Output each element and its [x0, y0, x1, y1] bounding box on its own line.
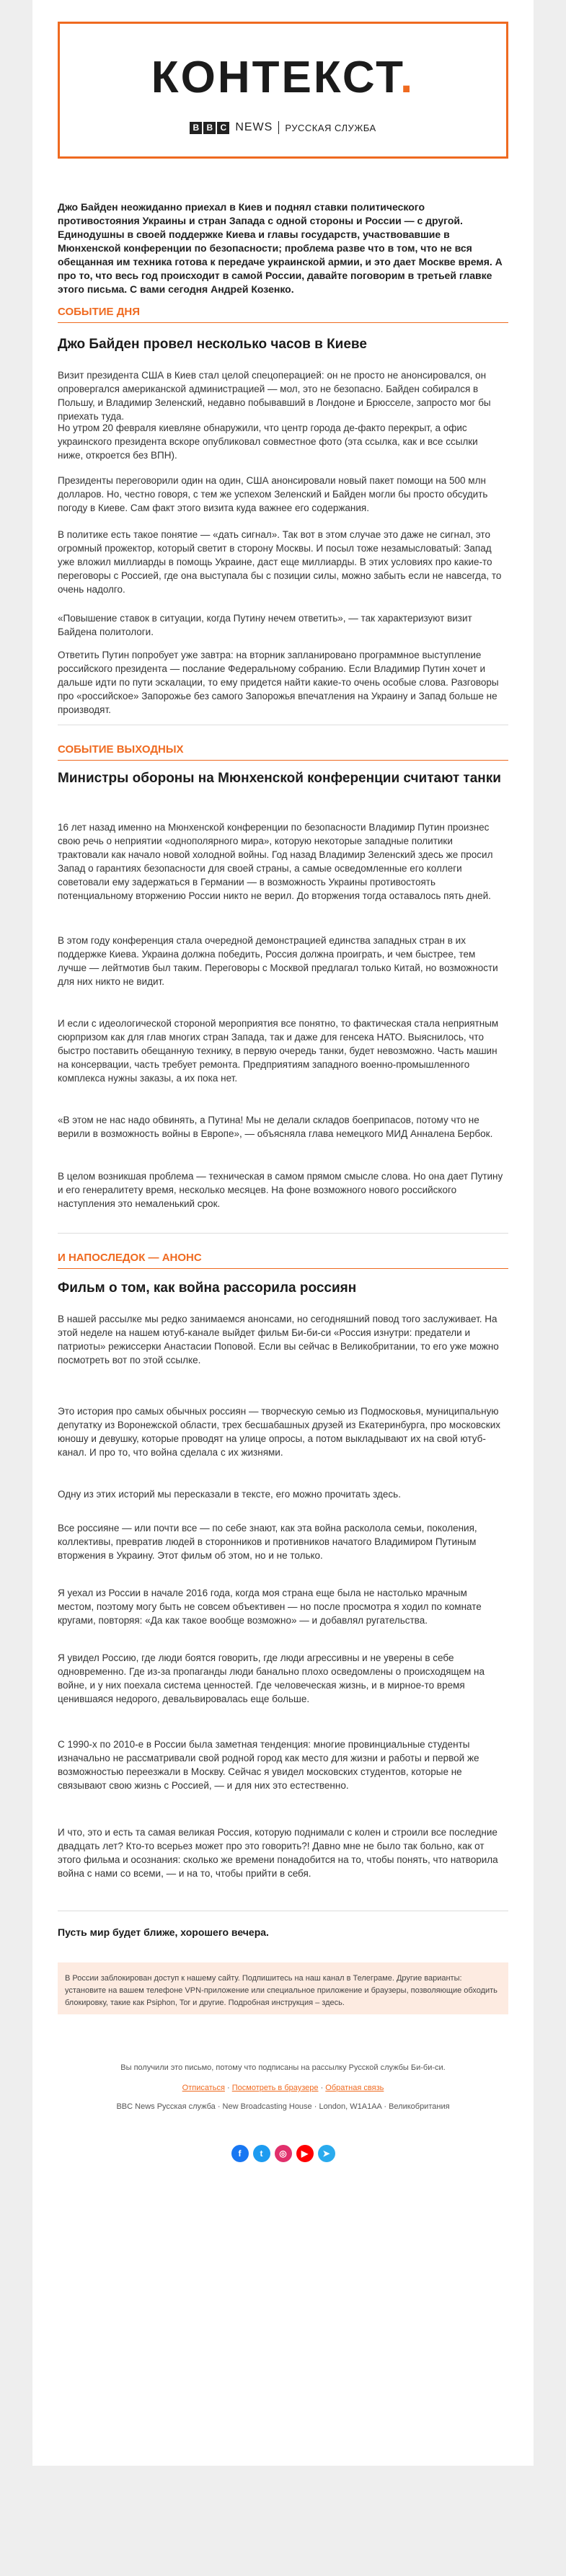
article-paragraph: Это история про самых обычных россиян — творческую семью из Подмосковья, муниципальную депутатку из Воронежской области, трех бесшабашных друзей из Екатеринбурга, про московских юношу и девушку, которые проводят на улице опросы, а потом выкладывают их на свой ютуб-канал. И про то, что война сделала с их жизнями. — [58, 1406, 500, 1458]
article-paragraph: Я уехал из России в начале 2016 года, когда моя страна еще была не настолько мрачным местом, поэтому могу быть не совсем объективен — но после просмотра я ходил по комнате кругами, повторяя: «Да как такое вообще возможно» — и добавлял ругательства. — [58, 1588, 482, 1626]
divider — [58, 1233, 508, 1234]
header-logo — [58, 22, 508, 159]
closing-line: Пусть мир будет ближе, хорошего вечера. — [58, 1926, 269, 1938]
divider — [278, 121, 279, 134]
social-icons — [0, 2145, 566, 2162]
feedback-link[interactable]: Обратная связь — [325, 2084, 384, 2092]
unsubscribe-link[interactable]: Отписаться — [182, 2084, 225, 2092]
article-paragraph: В нашей рассылке мы редко занимаемся анонсами, но сегодняшний повод того заслуживает. На этой неделе на нашем ютуб-канале выйдет фильм Би-би-си «Россия изнутри: предатели и патриоты» режиссерки Анастасии Поповой. Если вы сейчас в Великобритании, то его уже можно посмотреть вот по этой ссылке. — [58, 1314, 499, 1366]
article-paragraph: В этом году конференция стала очередной демонстрацией единства западных стран в их поддержке Киева. Украина должна победить, Россия должна проиграть, и чем быстрее, тем лучше — лейтмотив был таким. Переговоры с Москвой предлагал только Китай, но возможности для них никто не видит. — [58, 935, 498, 987]
footer — [32, 2062, 534, 2112]
article-title: Министры обороны на Мюнхенской конференции считают танки — [58, 771, 501, 786]
article-paragraph: Но утром 20 февраля киевляне обнаружили, что центр города де-факто перекрыт, а офис украинского президента вскоре опубликовал совместное фото (эта ссылка, как и все ссылки ниже, откроется без ВПН). — [58, 422, 478, 461]
article-paragraph: Ответить Путин попробует уже завтра: на вторник запланировано программное выступление российского президента — послание Федеральному собранию. Если Владимир Путин хочет и дальше идти по пути эскалации, то ему придется найти какие-то очень особые слова. Разговоры про «российское» Запорожье без самого Запорожья впечатления на Украину и Запад больше не производят. — [58, 650, 499, 715]
facebook-icon[interactable]: f — [231, 2145, 249, 2162]
newsletter-card — [32, 0, 534, 2466]
section-label: И НАПОСЛЕДОК — АНОНС — [58, 1252, 202, 1264]
section-rule — [58, 1268, 508, 1269]
article-title: Фильм о том, как война рассорила россиян — [58, 1280, 357, 1296]
article-title: Джо Байден провел несколько часов в Киеве — [58, 337, 367, 352]
logo-title: КОНТЕКСТ. — [151, 53, 415, 102]
intro-paragraph: Джо Байден неожиданно приехал в Киев и поднял ставки политического противостояния Украины и стран Запада с одной стороны и России — с другой. Единодушны в своей поддержке Киева и главы государств, участвовавшие в Мюнхенской конференции по безопасности; проблема разве что в том, что не вся обещанная им техника готова к передаче украинской армии, и это дает Москве время. А про то, что весь год происходит в самой России, давайте поговорим в третьей главке этого письма. С вами сегодня Андрей Козенко. — [58, 201, 503, 295]
article-paragraph: «Повышение ставок в ситуации, когда Путину нечем ответить», — так характеризуют визит Байдена политологи. — [58, 613, 472, 637]
article-paragraph: И если с идеологической стороной мероприятия все понятно, то фактическая стала неприятным сюрпризом как для глав многих стран Запада, так и даже для генсека НАТО. Выяснилось, что быстро поставить обещанную технику, в первую очередь танки, будет невозможно. Часть машин на консервации, часть требует ремонта. Предприятиям западного военно-промышленного комплекса нужны заказы, а их пока нет. — [58, 1018, 499, 1084]
footer-text: Вы получили это письмо, потому что подписаны на рассылку Русской службы Би-би-си. — [120, 2063, 446, 2072]
bbc-logo: B B C — [190, 122, 229, 134]
section-rule — [58, 322, 508, 323]
article-paragraph: Одну из этих историй мы пересказали в тексте, его можно прочитать здесь. — [58, 1489, 401, 1500]
twitter-icon[interactable]: t — [253, 2145, 270, 2162]
view-in-browser-link[interactable]: Посмотреть в браузере — [231, 2084, 319, 2092]
instagram-icon[interactable]: ◎ — [275, 2145, 292, 2162]
blocking-notice: В России заблокирован доступ к нашему сайту. Подпишитесь на наш канал в Телеграме. Другие варианты: установите на вашем телефоне VPN-приложение или специальное приложение и браузеры, позволяющие обходить блокировку, такие как Psiphon, Tor и другие. Подробная инструкция – здесь. — [58, 1962, 508, 2014]
section-label: СОБЫТИЕ ДНЯ — [58, 306, 141, 318]
section-rule — [58, 760, 508, 761]
article-paragraph: И что, это и есть та самая великая Россия, которую поднимали с колен и строили все последние двадцать лет? Кто-то всерьез может про это говорить?! Давно мне не было так больно, как от этого фильма и осознания: сколько же времени понадобится на то, чтобы понять, что натворила война с нами со всеми, — и на то, чтобы прийти в себя. — [58, 1827, 498, 1879]
article-paragraph: Я увидел Россию, где люди боятся говорить, где люди агрессивны и не уверены в себе одновременно. Где из-за пропаганды люди банально плохо осведомлены о происходящем на войне, и у них поехала система ценностей. Где человеческая жизнь, и в мирное-то время ценившаяся недорого, девальвировалась еще больше. — [58, 1652, 485, 1704]
youtube-icon[interactable]: ▶ — [296, 2145, 314, 2162]
footer-address: BBC News Русская служба · New Broadcasting House · London, W1A1AA · Великобритания — [116, 2102, 450, 2111]
article-paragraph: Президенты переговорили один на один, США анонсировали новый пакет помощи на 500 млн долларов. Но, честно говоря, с тем же успехом Зеленский и Байден могли бы просто обсудить погоду в Киеве. Сам факт этого визита куда важнее его содержания. — [58, 475, 488, 513]
telegram-icon[interactable]: ➤ — [318, 2145, 335, 2162]
section-label: СОБЫТИЕ ВЫХОДНЫХ — [58, 743, 184, 756]
article-paragraph: В политике есть такое понятие — «дать сигнал». Так вот в этом случае это даже не сигнал, это огромный прожектор, который светит в сторону Москвы. И посыл тоже незамысловатый: Запад уже вложил миллиарды в помощь Украине, даст еще миллиарды. В этих условиях про какие-то переговоры с Россией, где она выступала бы с позиции силы, можно забыть если не навсегда, то очень надолго. — [58, 529, 502, 595]
article-paragraph: Визит президента США в Киев стал целой спецоперацией: он не просто не анонсировался, он опровергался американской администрацией — мол, это не безопасно. Байден собирался в Польшу, и Владимир Зеленский, недавно побывавший в Лондоне и Брюсселе, запросто мог бы приехать туда. — [58, 370, 491, 422]
bbc-news-label: NEWS — [235, 121, 273, 133]
article-paragraph: Все россияне — или почти все — по себе знают, как эта война расколола семьи, поколения, коллективы, превратив людей в сторонников и противников начатого Владимиром Путиным вторжения в Украину. Этот фильм об этом, но и не только. — [58, 1523, 477, 1561]
bbc-branding — [60, 121, 506, 134]
article-paragraph: С 1990-х по 2010-е в России была заметная тенденция: многие провинциальные студенты изначально не рассматривали свой родной город как место для жизни и работы и первой же возможностью переезжали в Москву. Сейчас я увидел московских студентов, которые не связывают свою жизнь с Россией, — и для них это естественно. — [58, 1739, 479, 1791]
footer-links: Отписаться · Посмотреть в браузере · Обратная связь — [182, 2084, 384, 2092]
article-paragraph: В целом возникшая проблема — техническая в самом прямом смысле слова. Но она дает Путину и его генералитету время, несколько месяцев. На фоне возможного нового российского наступления это немаленький срок. — [58, 1171, 503, 1209]
article-paragraph: «В этом не нас надо обвинять, а Путина! Мы не делали складов боеприпасов, потому что не верили в возможность войны в Европе», — объясняла глава немецкого МИД Анналена Бербок. — [58, 1115, 493, 1139]
service-label: РУССКАЯ СЛУЖБА — [285, 122, 376, 133]
article-paragraph: 16 лет назад именно на Мюнхенской конференции по безопасности Владимир Путин произнес свою речь о неприятии «однополярного мира», которую некоторые западные политики трактовали как начало новой холодной войны. Год назад Владимир Зеленский здесь же просил Запад о гарантиях безопасности для своей страны, а самые осведомленные его коллеги советовали ему задержаться в Германии — в возможность Украины противостоять потенциальному вторжению России никто не верил. До вторжения тогда оставалось пять дней. — [58, 822, 493, 901]
